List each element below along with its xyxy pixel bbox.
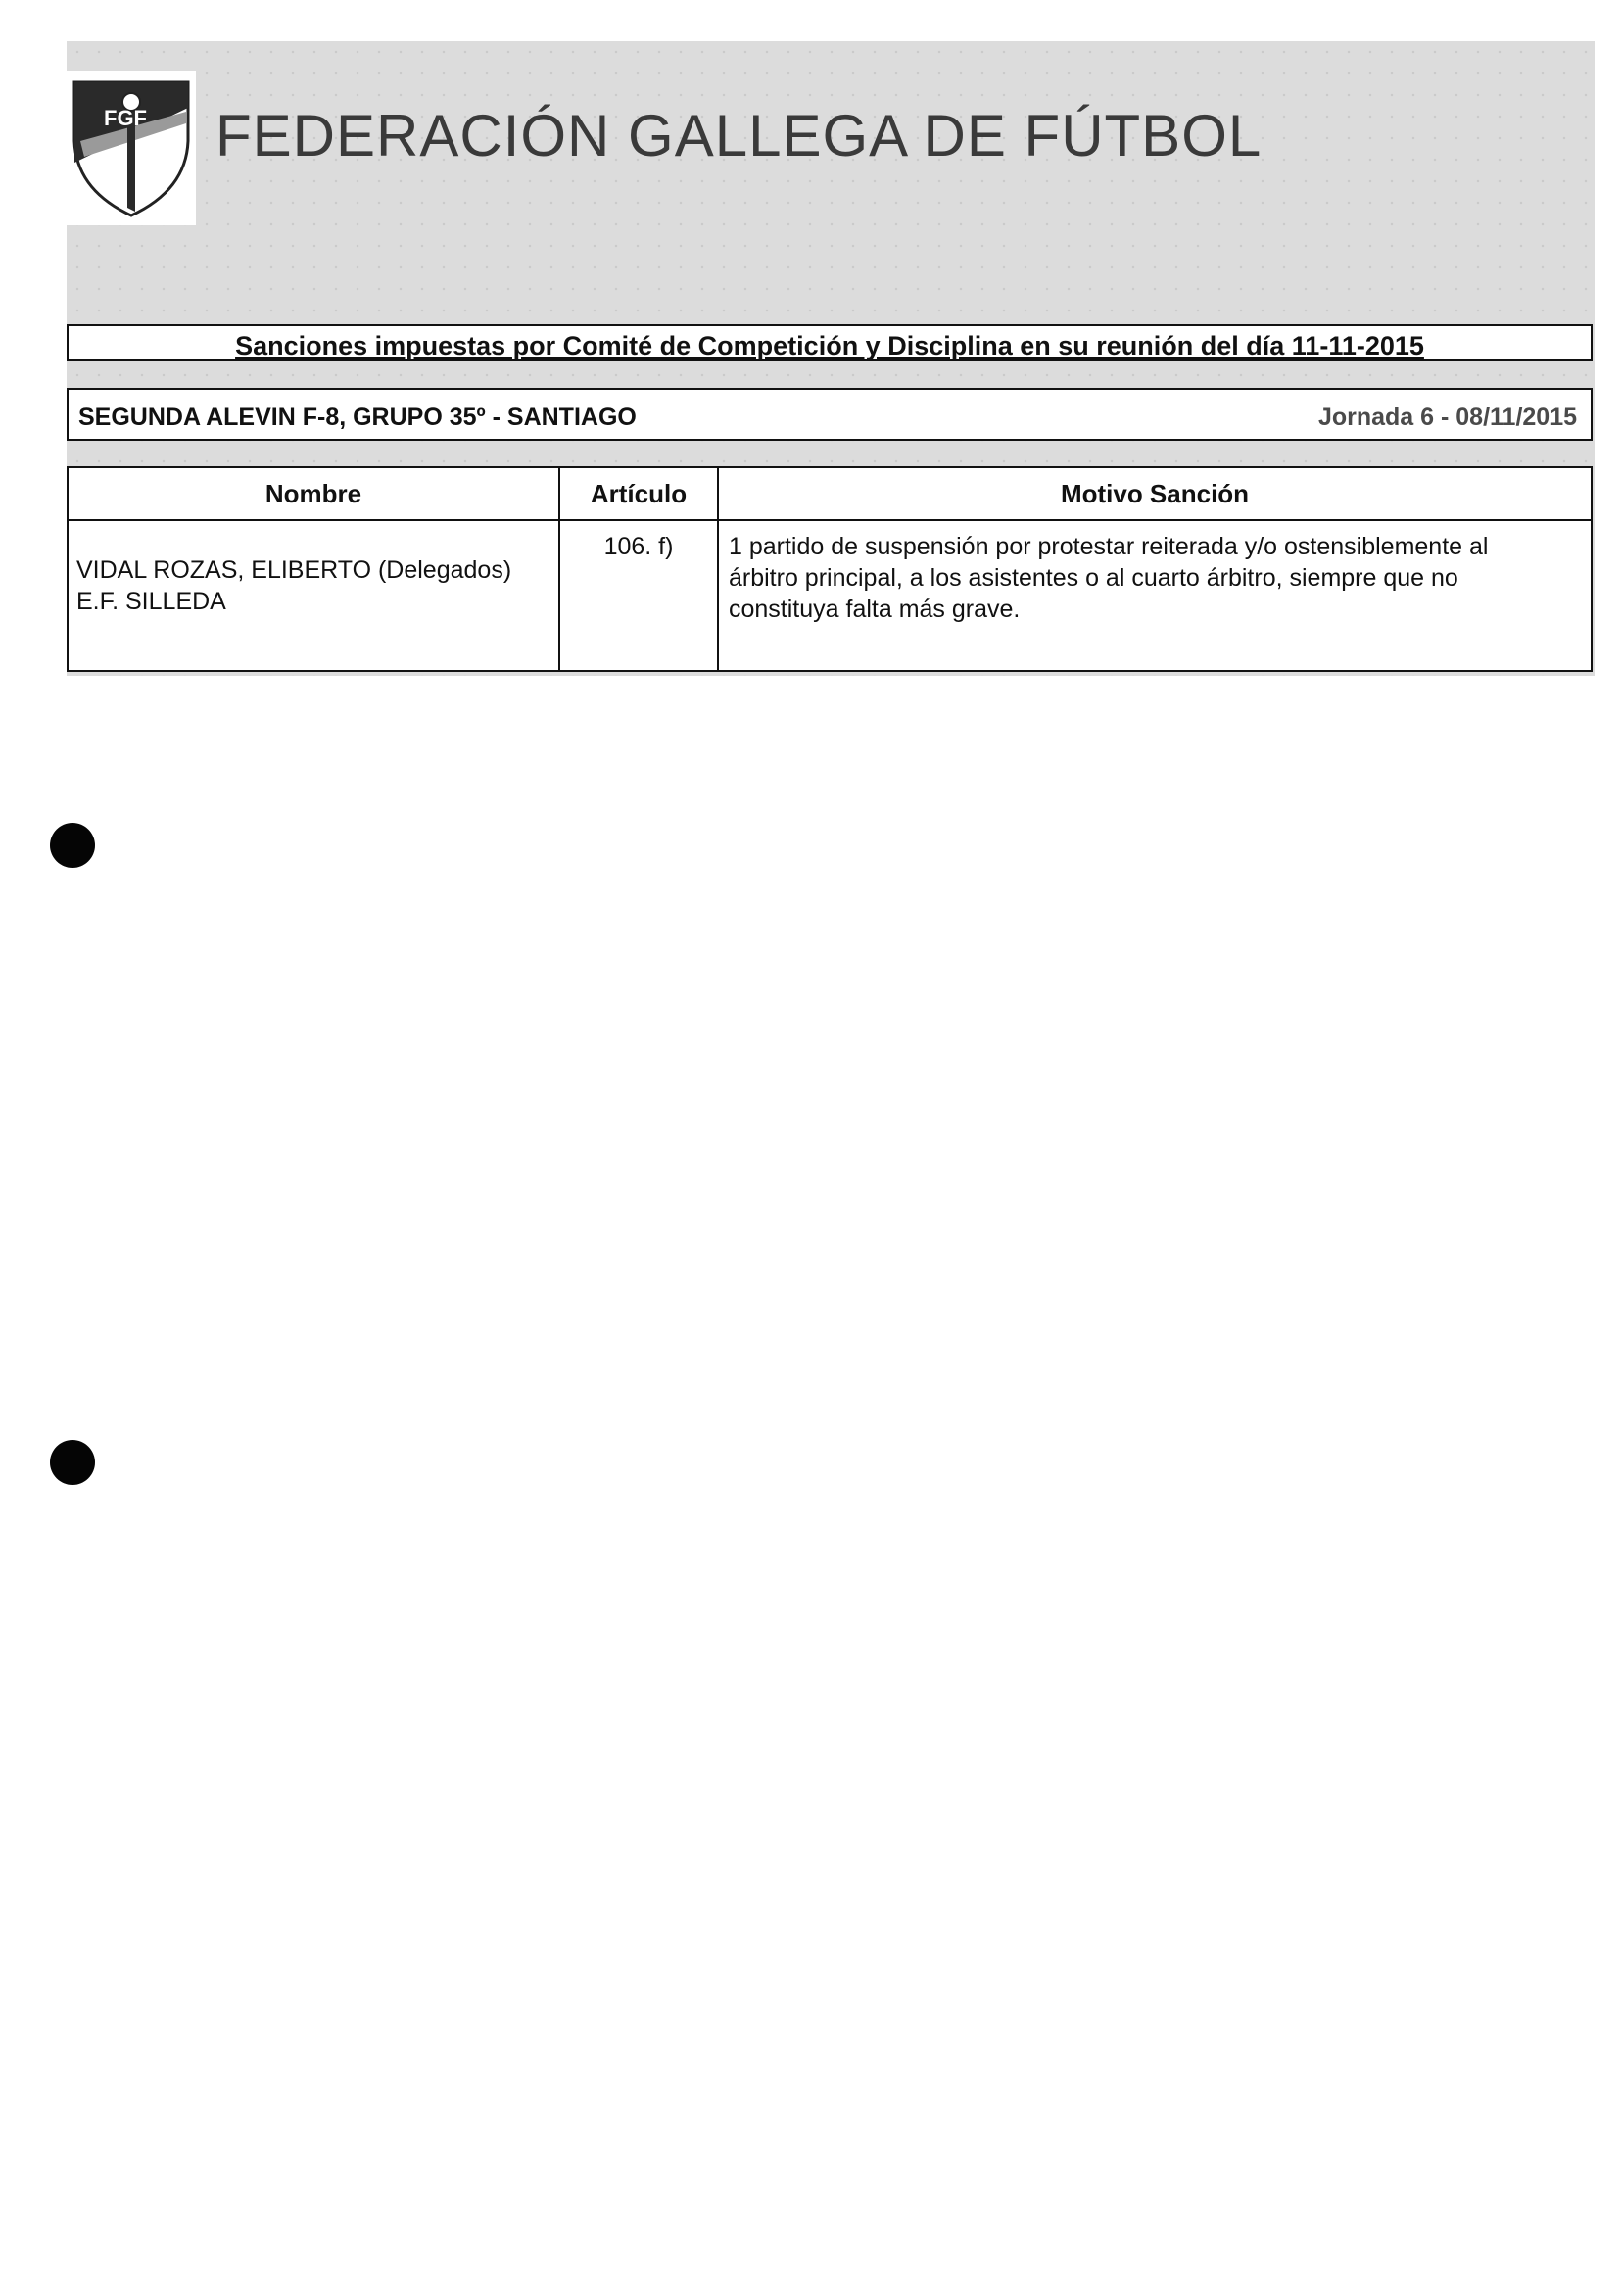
svg-text:FGF: FGF: [104, 106, 147, 130]
federation-title: FEDERACIÓN GALLEGA DE FÚTBOL: [215, 103, 1263, 168]
competition-box: [67, 388, 1593, 441]
reason-cell: [718, 520, 1592, 671]
reason-line: constituya falta más grave.: [729, 596, 1021, 623]
table-row: [68, 520, 1592, 671]
header-name: Nombre: [68, 467, 559, 520]
name-cell: [68, 520, 559, 671]
sanctions-table: [67, 466, 1593, 672]
person-name: VIDAL ROZAS, ELIBERTO (Delegados): [76, 556, 512, 584]
punch-hole: [50, 1440, 95, 1485]
federation-logo: [67, 71, 196, 225]
table-header-row: [68, 467, 1592, 520]
header-reason: Motivo Sanción: [718, 467, 1592, 520]
sanctions-heading-box: [67, 324, 1593, 361]
competition-group: SEGUNDA ALEVIN F-8, GRUPO 35º - SANTIAGO: [78, 404, 637, 431]
club-name: E.F. SILLEDA: [76, 588, 226, 615]
header-article: Artículo: [559, 467, 718, 520]
reason-line: 1 partido de suspensión por protestar reiterada y/o ostensiblemente al: [729, 533, 1489, 560]
punch-hole: [50, 823, 95, 868]
reason-line: árbitro principal, a los asistentes o al cuarto árbitro, siempre que no: [729, 564, 1458, 592]
sanctions-heading: Sanciones impuestas por Comité de Competición y Disciplina en su reunión del día 11-11-2015: [235, 331, 1424, 360]
competition-round: Jornada 6 - 08/11/2015: [1317, 404, 1577, 431]
federation-shield-icon: [71, 72, 192, 219]
article-cell: 106. f): [559, 520, 718, 671]
